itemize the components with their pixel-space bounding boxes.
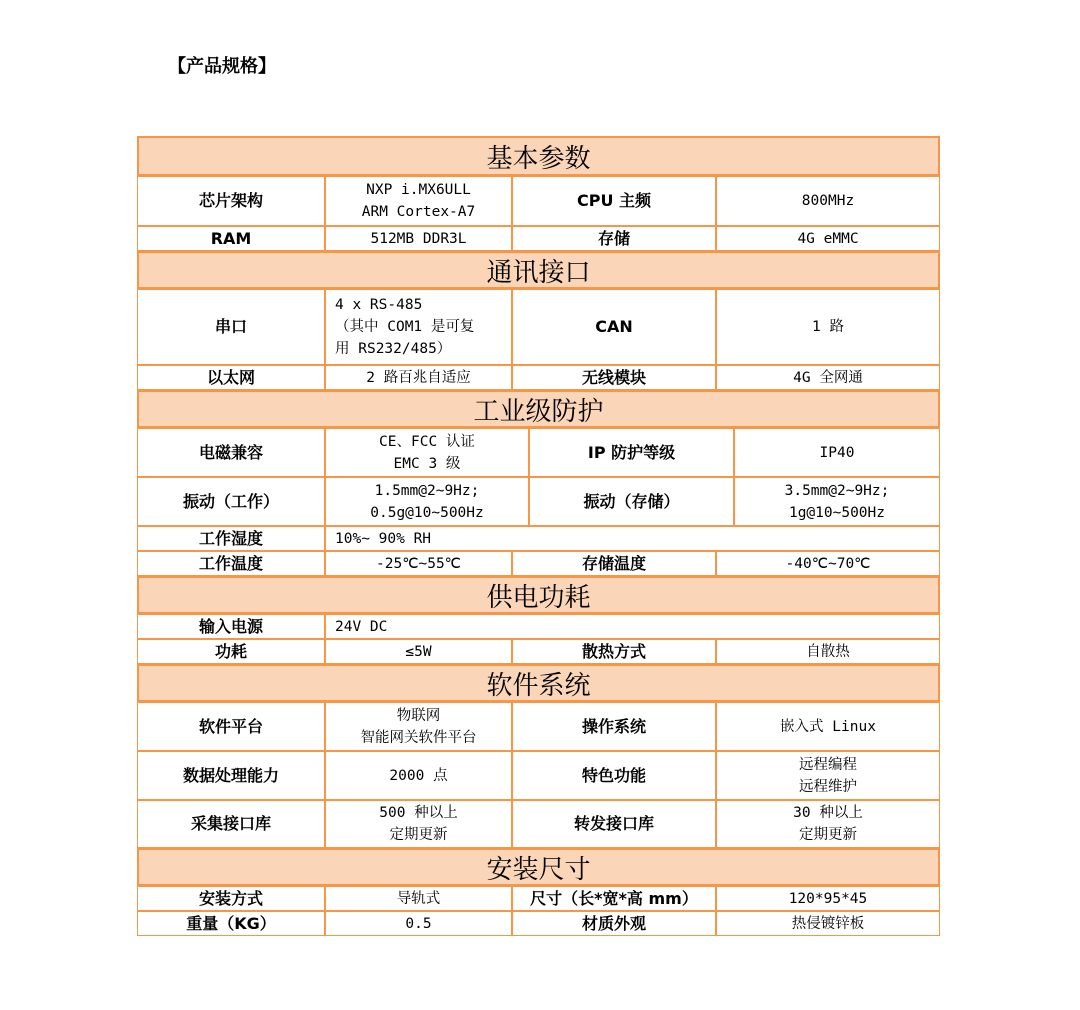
forward-line1: 30 种以上 [793,805,863,821]
arch-value [325,176,512,226]
section-install: 安装尺寸 [137,848,940,886]
cooling-value: 自散热 [716,639,940,664]
mount-label: 安装方式 [137,886,325,911]
forward-line2: 定期更新 [798,827,857,843]
vib-work-line1: 1.5mm@2~9Hz; [374,482,480,499]
size-label: 尺寸（长*宽*高 mm） [512,886,716,911]
vib-store-line1: 3.5mm@2~9Hz; [784,482,890,499]
can-label: CAN [512,289,716,365]
os-label: 操作系统 [512,702,716,751]
section-comm: 通讯接口 [137,251,940,289]
collect-label: 采集接口库 [137,800,325,848]
ram-label: RAM [137,226,325,251]
weight-label: 重量（KG） [137,911,325,936]
feature-label: 特色功能 [512,751,716,800]
serial-line3: 用 RS232/485） [335,341,452,357]
cpu-label: CPU 主频 [512,176,716,226]
can-value: 1 路 [716,289,940,365]
forward-value [716,800,940,848]
ip-label: IP 防护等级 [529,428,734,477]
arch-label: 芯片架构 [137,176,325,226]
work-temp-value: -25℃~55℃ [325,551,512,576]
serial-label: 串口 [137,289,325,365]
section-industrial: 工业级防护 [137,390,940,428]
serial-line1: 4 x RS-485 [335,297,423,313]
material-label: 材质外观 [512,911,716,936]
feature-value [716,751,940,800]
feature-line1: 远程编程 [799,756,857,773]
weight-value: 0.5 [325,911,512,936]
ip-value: IP40 [734,428,940,477]
spec-table [137,136,940,936]
serial-value [325,289,512,365]
storage-label: 存储 [512,226,716,251]
serial-line2: （其中 COM1 是可复 [335,319,475,335]
mount-value: 导轨式 [325,886,512,911]
wireless-value: 4G 全网通 [716,365,940,390]
vib-work-value [325,477,529,526]
store-temp-label: 存储温度 [512,551,716,576]
platform-line2: 智能网关软件平台 [360,729,477,746]
platform-line1: 物联网 [396,707,441,724]
arch-line1: NXP i.MX6ULL [366,182,471,198]
vib-store-label: 振动（存储） [529,477,734,526]
wireless-label: 无线模块 [512,365,716,390]
cooling-label: 散热方式 [512,639,716,664]
emc-line2: EMC 3 级 [393,455,461,472]
ram-value: 512MB DDR3L [325,226,512,251]
emc-label: 电磁兼容 [137,428,325,477]
vib-work-label: 振动（工作） [137,477,325,526]
emc-value [325,428,529,477]
platform-label: 软件平台 [137,702,325,751]
material-value: 热侵镀锌板 [716,911,940,936]
eth-label: 以太网 [137,365,325,390]
section-software: 软件系统 [137,664,940,702]
emc-line1: CE、FCC 认证 [379,433,475,450]
data-label: 数据处理能力 [137,751,325,800]
input-value: 24V DC [325,614,940,639]
section-power: 供电功耗 [137,576,940,614]
platform-value [325,702,512,751]
input-label: 输入电源 [137,614,325,639]
cpu-value: 800MHz [716,176,940,226]
work-temp-label: 工作温度 [137,551,325,576]
humidity-label: 工作湿度 [137,526,325,551]
collect-value [325,800,512,848]
consumption-label: 功耗 [137,639,325,664]
page-heading: 【产品规格】 [168,56,276,77]
data-value: 2000 点 [325,751,512,800]
storage-value: 4G eMMC [716,226,940,251]
size-value: 120*95*45 [716,886,940,911]
eth-value: 2 路百兆自适应 [325,365,512,390]
forward-label: 转发接口库 [512,800,716,848]
vib-store-value [734,477,940,526]
os-value: 嵌入式 Linux [716,702,940,751]
arch-line2: ARM Cortex-A7 [361,204,476,220]
store-temp-value: -40℃~70℃ [716,551,940,576]
collect-line2: 定期更新 [389,827,448,843]
collect-line1: 500 种以上 [379,805,458,821]
consumption-value: ≤5W [325,639,512,664]
vib-work-line2: 0.5g@10~500Hz [370,504,484,521]
feature-line2: 远程维护 [799,778,857,795]
humidity-value: 10%~ 90% RH [325,526,940,551]
section-basic: 基本参数 [137,136,940,176]
vib-store-line2: 1g@10~500Hz [788,504,885,521]
